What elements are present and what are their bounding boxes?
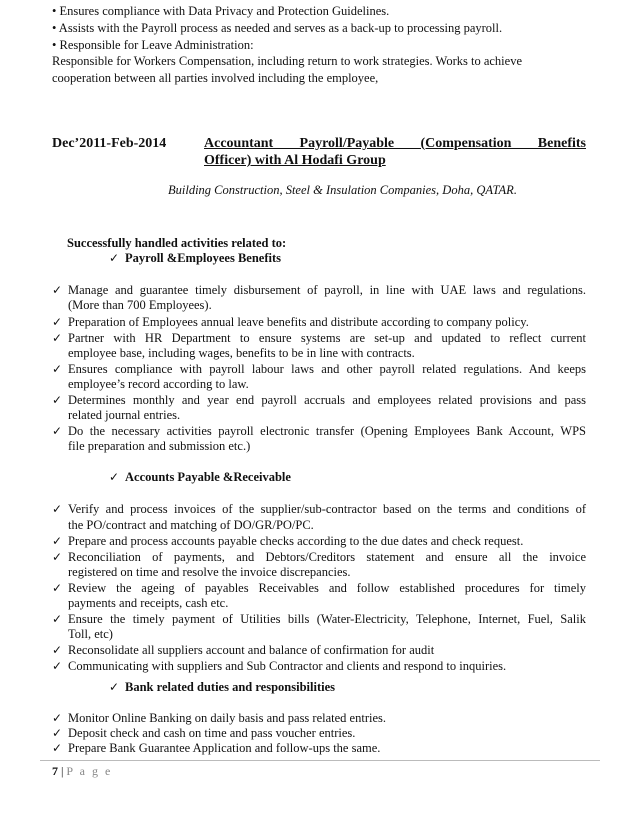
bank-item-2: Deposit check and cash on time and pass voucher entries.	[68, 726, 356, 740]
payroll-item-2-line-1: Preparation of Employees annual leave benefits and distribute according to company policy.	[68, 315, 529, 329]
job-title-line-2: Officer) with Al Hodafi Group	[204, 153, 386, 168]
check-icon: ✓	[52, 331, 63, 345]
payable-item-1-line-1: Verify and process invoices of the supplier/sub-contractor based on the terms and conditions of	[68, 502, 586, 516]
check-icon: ✓	[109, 470, 120, 484]
payroll-item-5-line-1: Determines monthly and year end payroll accruals and employees related provisions and pass	[68, 393, 586, 407]
check-icon: ✓	[52, 362, 63, 376]
payroll-item-1-line-2: (More than 700 Employees).	[68, 298, 212, 312]
page-label: P a g e	[66, 764, 113, 778]
top-line-4: Responsible for Workers Compensation, including return to work strategies. Works to achieve	[52, 54, 523, 68]
check-icon: ✓	[52, 711, 63, 725]
payroll-item-3-line-2: employee base, including wages, benefits to be in line with contracts.	[68, 346, 415, 360]
payroll-item-6-line-1: Do the necessary activities payroll electronic transfer (Opening Employees Bank Account, WPS	[68, 424, 586, 438]
check-icon: ✓	[52, 581, 63, 595]
payable-item-3-line-1: Reconciliation of payments, and Debtors/Creditors statement and ensure all the invoice	[68, 550, 586, 564]
payroll-item-5-line-2: related journal entries.	[68, 408, 181, 422]
check-icon: ✓	[52, 659, 63, 673]
payable-item-4-line-2: payments and receipts, cash etc.	[68, 596, 229, 610]
check-icon: ✓	[52, 741, 63, 755]
payable-item-5-line-1: Ensure the timely payment of Utilities bills (Water-Electricity, Telephone, Internet, Fuel, Salik	[68, 612, 586, 626]
bank-item-1: Monitor Online Banking on daily basis and pass related entries.	[68, 711, 386, 725]
check-icon: ✓	[52, 726, 63, 740]
page-separator: |	[61, 764, 64, 778]
check-icon: ✓	[52, 393, 63, 407]
payroll-item-1-line-1: Manage and guarantee timely disbursement of payroll, in line with UAE laws and regulations.	[68, 283, 586, 297]
bank-item-3: Prepare Bank Guarantee Application and follow-ups the same.	[68, 741, 381, 755]
check-icon: ✓	[52, 643, 63, 657]
top-line-1: • Ensures compliance with Data Privacy and Protection Guidelines.	[52, 4, 390, 18]
activities-heading: Successfully handled activities related to:	[67, 236, 287, 250]
check-icon: ✓	[52, 424, 63, 438]
job-dates: Dec’2011-Feb-2014	[52, 136, 167, 151]
payable-item-2-line-1: Prepare and process accounts payable checks according to the due dates and check request.	[68, 534, 524, 548]
footer-rule	[40, 760, 600, 761]
page-footer	[52, 764, 112, 779]
company-line: Building Construction, Steel & Insulation Companies, Doha, QATAR.	[168, 183, 517, 197]
check-icon: ✓	[52, 550, 63, 564]
payroll-heading: Payroll &Employees Benefits	[125, 251, 281, 265]
payable-item-6-line-1: Reconsolidate all suppliers account and balance of confirmation for audit	[68, 643, 435, 657]
payable-item-1-line-2: the PO/contract and matching of DO/GR/PO/PC.	[68, 518, 314, 532]
check-icon: ✓	[109, 251, 120, 265]
payable-item-7-line-1: Communicating with suppliers and Sub Contractor and clients and respond to inquiries.	[68, 659, 507, 673]
bank-heading: Bank related duties and responsibilities	[125, 680, 335, 694]
payroll-item-3-line-1: Partner with HR Department to ensure systems are set-up and updated to reflect current	[68, 331, 586, 345]
payroll-item-4-line-1: Ensures compliance with payroll labour laws and other payroll related regulations. And keeps	[68, 362, 586, 376]
top-line-5: cooperation between all parties involved including the employee,	[52, 71, 379, 85]
top-line-3: • Responsible for Leave Administration:	[52, 38, 254, 52]
check-icon: ✓	[52, 612, 63, 626]
check-icon: ✓	[109, 680, 120, 694]
payable-item-4-line-1: Review the ageing of payables Receivables and follow established procedures for timely	[68, 581, 586, 595]
payable-item-3-line-2: registered on time and resolve the invoice discrepancies.	[68, 565, 351, 579]
payable-item-5-line-2: Toll, etc)	[68, 627, 113, 641]
check-icon: ✓	[52, 315, 63, 329]
check-icon: ✓	[52, 534, 63, 548]
check-icon: ✓	[52, 283, 63, 297]
check-icon: ✓	[52, 502, 63, 516]
payable-heading: Accounts Payable &Receivable	[125, 470, 291, 484]
page-number: 7	[52, 764, 58, 778]
job-title-line-1: Accountant Payroll/Payable (Compensation Benefits	[204, 136, 586, 151]
payroll-item-4-line-2: employee’s record according to law.	[68, 377, 249, 391]
payroll-item-6-line-2: file preparation and submission etc.)	[68, 439, 251, 453]
top-line-2: • Assists with the Payroll process as needed and serves as a back-up to processing payroll.	[52, 21, 503, 35]
